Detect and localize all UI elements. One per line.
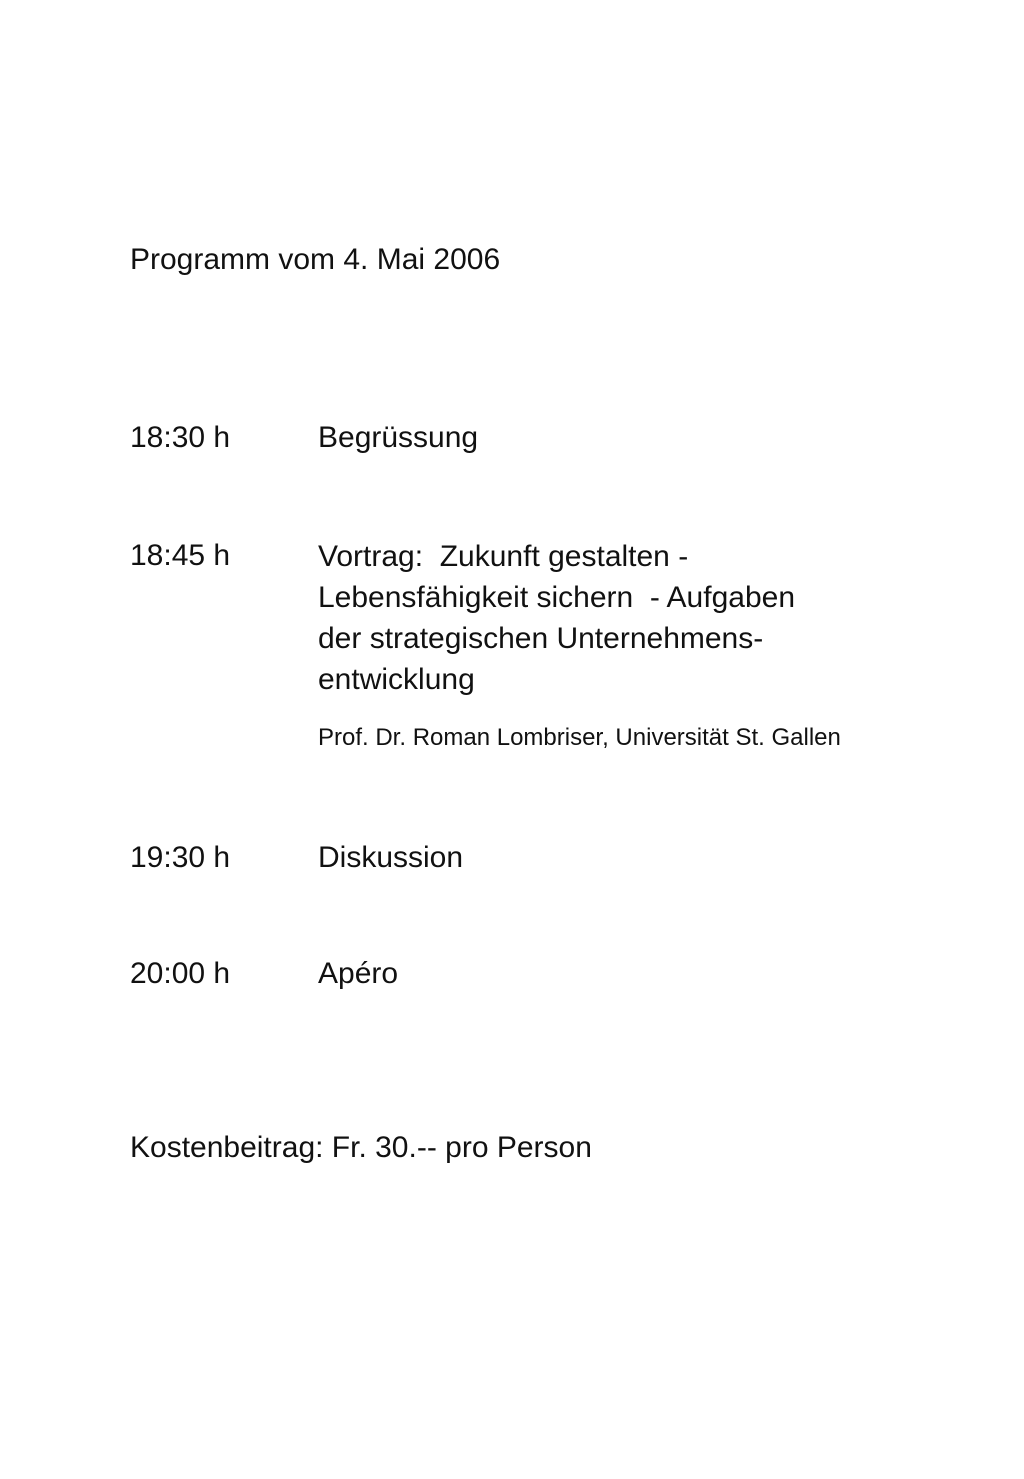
page-title: Programm vom 4. Mai 2006 [130, 243, 501, 276]
talk-title [318, 536, 841, 700]
talk-title-line: Vortrag: Zukunft gestalten - [318, 540, 689, 573]
schedule-time: 18:30 h [130, 421, 231, 454]
schedule-time: 19:30 h [130, 841, 231, 874]
speaker-name: Prof. Dr. Roman Lombriser, Universität St. Gallen [318, 724, 841, 751]
talk-title-line: der strategischen Unternehmens- [318, 622, 764, 655]
schedule-time: 20:00 h [130, 957, 231, 990]
talk-block [318, 536, 841, 753]
talk-title-line: Lebensfähigkeit sichern - Aufgaben [318, 581, 795, 614]
talk-title-line: entwicklung [318, 663, 475, 696]
schedule-time: 18:45 h [130, 539, 231, 572]
schedule-item: Begrüssung [318, 421, 479, 454]
schedule-item: Diskussion [318, 841, 464, 874]
cost-note: Kostenbeitrag: Fr. 30.-- pro Person [130, 1131, 592, 1164]
schedule-item: Apéro [318, 957, 399, 990]
